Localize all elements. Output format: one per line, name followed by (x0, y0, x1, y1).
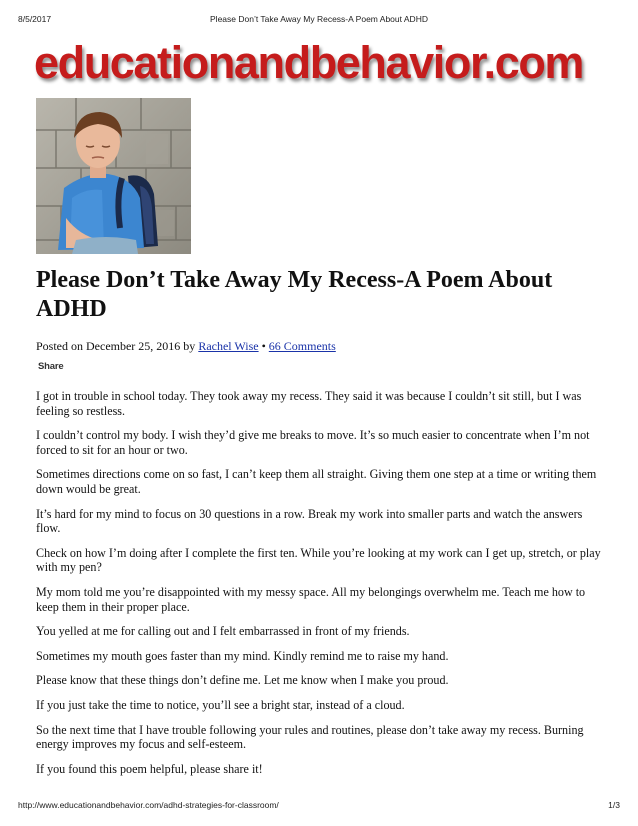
print-header (18, 14, 620, 26)
meta-separator: • (258, 339, 269, 353)
paragraph: I couldn’t control my body. I wish they’d give me breaks to move. It’s so much easier to concentrate when I’m not forced to sit for an hour or two. (36, 428, 590, 457)
paragraph: So the next time that I have trouble following your rules and routines, please don’t take away my recess. Burning energy improves my focus and self-esteem. (36, 722, 584, 752)
paragraph: If you just take the time to notice, you’ll see a bright star, instead of a cloud. (36, 697, 405, 712)
posted-on-text: Posted on December 25, 2016 by (36, 339, 199, 353)
post-meta (36, 339, 596, 354)
paragraph: My mom told me you’re disappointed with my messy space. All my belongings overwhelm me. Teach me how to keep them in their proper place. (36, 584, 586, 614)
print-page-title: Please Don’t Take Away My Recess-A Poem About ADHD (210, 14, 428, 24)
page-number: 1/3 (608, 800, 620, 810)
paragraph: You yelled at me for calling out and I felt embarrassed in front of my friends. (36, 624, 410, 639)
paragraph: If you found this poem helpful, please share it! (36, 761, 263, 776)
footer-url: http://www.educationandbehavior.com/adhd-strategies-for-classroom/ (18, 800, 279, 810)
comments-link[interactable]: 66 Comments (268, 339, 336, 353)
site-logo[interactable] (34, 30, 606, 96)
paragraph: Sometimes directions come on so fast, I can’t keep them all straight. Giving them one step at a time or writing them down would be great. (36, 467, 597, 496)
print-footer (18, 800, 620, 812)
article-body (36, 389, 602, 786)
article-title: Please Don’t Take Away My Recess-A Poem About ADHD (36, 267, 553, 322)
site-logo-text: educationandbehavior.com (34, 37, 584, 88)
paragraph: Sometimes my mouth goes faster than my mind. Kindly remind me to raise my hand. (36, 648, 449, 663)
paragraph: Check on how I’m doing after I complete the first ten. While you’re looking at my work can I get up, stretch, or play with my pen? (36, 545, 601, 575)
paragraph: It’s hard for my mind to focus on 30 questions in a row. Break my work into smaller parts and watch the answers flow. (36, 506, 583, 536)
article-photo (36, 98, 191, 254)
author-link[interactable]: Rachel Wise (198, 339, 259, 353)
paragraph: Please know that these things don’t define me. Let me know when I make you proud. (36, 673, 449, 688)
paragraph: I got in trouble in school today. They took away my recess. They said it was because I couldn’t sit still, but I was feeling so restless. (36, 389, 582, 418)
boy-photo-illustration (36, 98, 191, 254)
print-date: 8/5/2017 (18, 14, 52, 24)
share-button[interactable]: Share (38, 361, 64, 372)
